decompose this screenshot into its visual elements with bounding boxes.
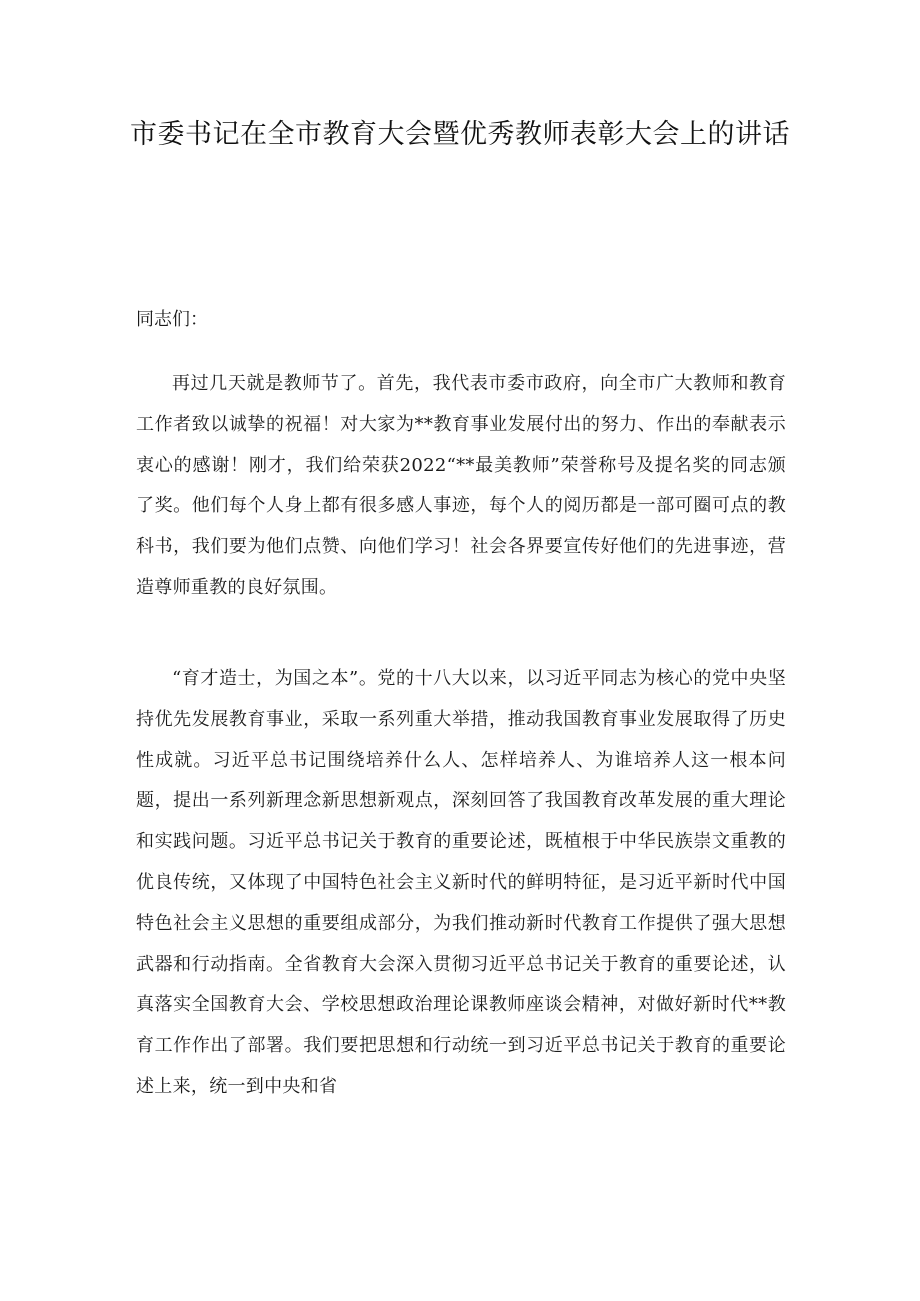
body-paragraph-1: 再过几天就是教师节了。首先，我代表市委市政府，向全市广大教师和教育工作者致以诚挚的祝福！对大家为**教育事业发展付出的努力、作出的奉献表示衷心的感谢！刚才，我们给荣获2022“**最美教师”荣誉称号及提名奖的同志颁了奖。他们每个人身上都有很多感人事迹，每个人的阅历都是一部可圈可点的教科书，我们要为他们点赞、向他们学习！社会各界要宣传好他们的先进事迹，营造尊师重教的良好氛围。 [136,373,786,598]
document-title: 市委书记在全市教育大会暨优秀教师表彰大会上的讲话 [130,119,790,150]
body-paragraph-2: “育才造士，为国之本”。党的十八大以来，以习近平同志为核心的党中央坚持优先发展教育事业，采取一系列重大举措，推动我国教育事业发展取得了历史性成就。习近平总书记围绕培养什么人、怎样培养人、为谁培养人这一根本问题，提出一系列新理念新思想新观点，深刻回答了我国教育改革发展的重大理论和实践问题。习近平总书记关于教育的重要论述，既植根于中华民族崇文重教的优良传统，又体现了中国特色社会主义新时代的鲜明特征，是习近平新时代中国特色社会主义思想的重要组成部分，为我们推动新时代教育工作提供了强大思想武器和行动指南。全省教育大会深入贯彻习近平总书记关于教育的重要论述，认真落实全国教育大会、学校思想政治理论课教师座谈会精神，对做好新时代**教育工作作出了部署。我们要把思想和行动统一到习近平总书记关于教育的重要论述上来，统一到中央和省 [136,668,786,1097]
salutation: 同志们： [136,309,208,330]
